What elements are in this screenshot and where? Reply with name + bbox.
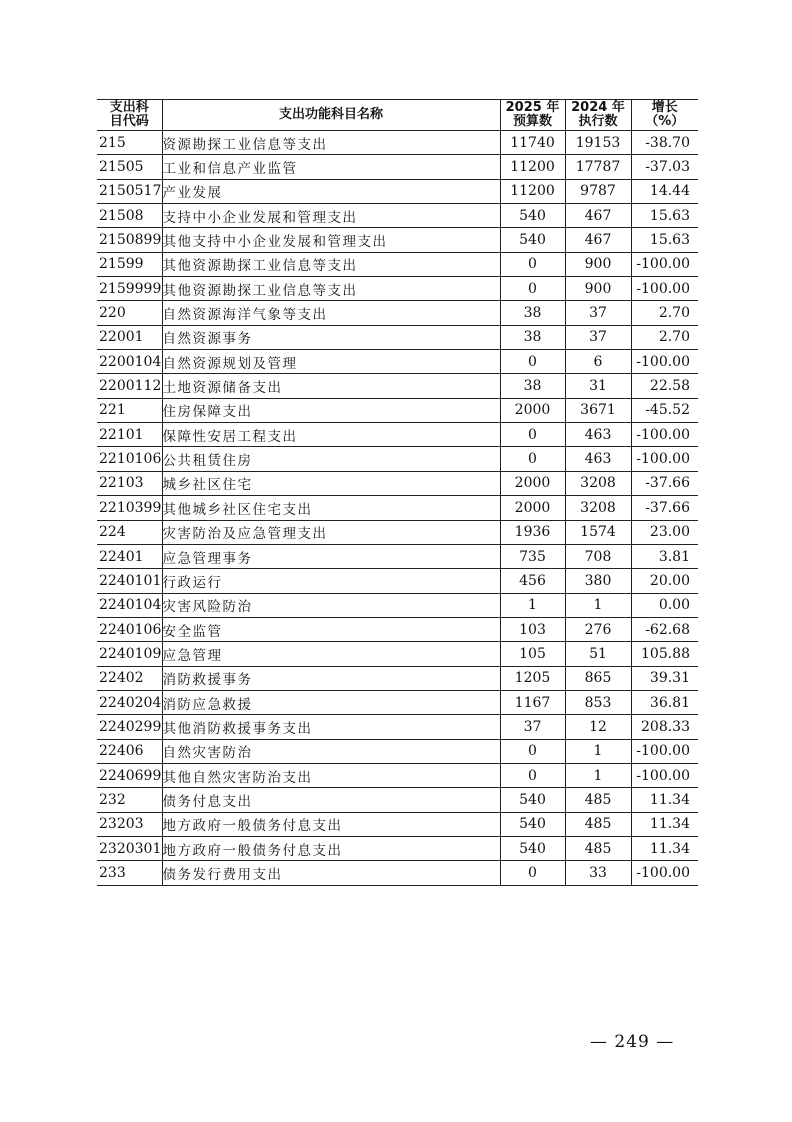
- cell-code: 2240109: [97, 642, 162, 666]
- cell-actual: 865: [565, 666, 631, 690]
- cell-budget: 1205: [500, 666, 565, 690]
- cell-actual: 1: [565, 763, 631, 787]
- cell-name: 工业和信息产业监管: [162, 155, 500, 179]
- cell-growth: 22.58: [631, 374, 698, 398]
- cell-budget: 1936: [500, 520, 565, 544]
- cell-name: 应急管理: [162, 642, 500, 666]
- cell-budget: 0: [500, 447, 565, 471]
- header-budget-line1: 2025 年: [505, 100, 560, 115]
- table-row: [97, 642, 698, 666]
- cell-name: 自然资源规划及管理: [162, 350, 500, 374]
- table-row: [97, 204, 698, 228]
- cell-code: 2240299: [97, 715, 162, 739]
- cell-budget: 0: [500, 423, 565, 447]
- cell-actual: 51: [565, 642, 631, 666]
- header-code-line1: 支出科: [109, 100, 149, 115]
- table-row: [97, 836, 698, 860]
- cell-code: 220: [97, 301, 162, 325]
- cell-growth: -100.00: [631, 252, 698, 276]
- cell-name: 自然资源海洋气象等支出: [162, 301, 500, 325]
- cell-budget: 540: [500, 812, 565, 836]
- cell-actual: 463: [565, 447, 631, 471]
- cell-budget: 11740: [500, 131, 565, 155]
- header-actual-line1: 2024 年: [571, 100, 625, 115]
- cell-code: 2240104: [97, 593, 162, 617]
- cell-actual: 12: [565, 715, 631, 739]
- cell-code: 22103: [97, 471, 162, 495]
- cell-actual: 485: [565, 812, 631, 836]
- cell-code: 215: [97, 131, 162, 155]
- cell-growth: 15.63: [631, 204, 698, 228]
- cell-name: 消防救援事务: [162, 666, 500, 690]
- cell-growth: -100.00: [631, 861, 698, 885]
- cell-actual: 467: [565, 228, 631, 252]
- cell-growth: 15.63: [631, 228, 698, 252]
- cell-code: 22402: [97, 666, 162, 690]
- cell-actual: 463: [565, 423, 631, 447]
- cell-actual: 37: [565, 301, 631, 325]
- cell-growth: 208.33: [631, 715, 698, 739]
- table-row: [97, 520, 698, 544]
- cell-name: 其他消防救援事务支出: [162, 715, 500, 739]
- table-row: [97, 763, 698, 787]
- cell-actual: 485: [565, 788, 631, 812]
- cell-budget: 2000: [500, 471, 565, 495]
- cell-name: 地方政府一般债务付息支出: [162, 812, 500, 836]
- cell-name: 自然资源事务: [162, 325, 500, 349]
- cell-code: 2159999: [97, 277, 162, 301]
- cell-actual: 1: [565, 739, 631, 763]
- cell-budget: 11200: [500, 179, 565, 203]
- cell-growth: 11.34: [631, 836, 698, 860]
- cell-code: 233: [97, 861, 162, 885]
- cell-name: 公共租赁住房: [162, 447, 500, 471]
- cell-name: 其他支持中小企业发展和管理支出: [162, 228, 500, 252]
- cell-growth: -37.03: [631, 155, 698, 179]
- table-row: [97, 155, 698, 179]
- cell-code: 22101: [97, 423, 162, 447]
- cell-budget: 0: [500, 763, 565, 787]
- cell-actual: 276: [565, 617, 631, 641]
- table-row: [97, 301, 698, 325]
- cell-code: 21599: [97, 252, 162, 276]
- cell-name: 灾害防治及应急管理支出: [162, 520, 500, 544]
- cell-code: 2240204: [97, 690, 162, 714]
- cell-code: 22001: [97, 325, 162, 349]
- cell-name: 灾害风险防治: [162, 593, 500, 617]
- cell-actual: 33: [565, 861, 631, 885]
- table-row: [97, 398, 698, 422]
- cell-code: 2320301: [97, 836, 162, 860]
- cell-name: 消防应急救援: [162, 690, 500, 714]
- header-actual-line2: 执行数: [578, 114, 618, 129]
- cell-growth: -37.66: [631, 471, 698, 495]
- cell-actual: 19153: [565, 131, 631, 155]
- cell-budget: 38: [500, 301, 565, 325]
- table-row: [97, 812, 698, 836]
- header-growth-line2: （%）: [645, 114, 685, 129]
- cell-code: 2240106: [97, 617, 162, 641]
- cell-code: 224: [97, 520, 162, 544]
- cell-name: 其他资源勘探工业信息等支出: [162, 277, 500, 301]
- cell-budget: 2000: [500, 398, 565, 422]
- header-code-line2: 目代码: [109, 114, 149, 129]
- cell-growth: 20.00: [631, 569, 698, 593]
- cell-budget: 540: [500, 228, 565, 252]
- cell-actual: 380: [565, 569, 631, 593]
- cell-name: 行政运行: [162, 569, 500, 593]
- cell-growth: -37.66: [631, 496, 698, 520]
- cell-code: 2210399: [97, 496, 162, 520]
- table-row: [97, 739, 698, 763]
- cell-budget: 0: [500, 277, 565, 301]
- table-row: [97, 325, 698, 349]
- cell-budget: 0: [500, 861, 565, 885]
- cell-growth: 11.34: [631, 812, 698, 836]
- cell-name: 债务发行费用支出: [162, 861, 500, 885]
- header-name: 支出功能科目名称: [162, 100, 500, 131]
- table-row: [97, 350, 698, 374]
- cell-name: 资源勘探工业信息等支出: [162, 131, 500, 155]
- cell-actual: 708: [565, 544, 631, 568]
- page-number: — 249 —: [590, 1032, 675, 1052]
- header-budget: [500, 100, 565, 131]
- cell-name: 土地资源储备支出: [162, 374, 500, 398]
- cell-budget: 1167: [500, 690, 565, 714]
- cell-growth: -62.68: [631, 617, 698, 641]
- cell-name: 地方政府一般债务付息支出: [162, 836, 500, 860]
- cell-name: 产业发展: [162, 179, 500, 203]
- table-header-row: [97, 100, 698, 131]
- table-row: [97, 447, 698, 471]
- table-row: [97, 179, 698, 203]
- cell-actual: 900: [565, 252, 631, 276]
- table-row: [97, 228, 698, 252]
- header-budget-line2: 预算数: [512, 114, 552, 129]
- table-row: [97, 788, 698, 812]
- cell-actual: 1: [565, 593, 631, 617]
- cell-budget: 735: [500, 544, 565, 568]
- cell-code: 221: [97, 398, 162, 422]
- cell-budget: 540: [500, 204, 565, 228]
- table-row: [97, 496, 698, 520]
- table-row: [97, 861, 698, 885]
- cell-actual: 900: [565, 277, 631, 301]
- cell-actual: 3208: [565, 496, 631, 520]
- cell-actual: 3671: [565, 398, 631, 422]
- cell-growth: -100.00: [631, 350, 698, 374]
- cell-growth: 11.34: [631, 788, 698, 812]
- cell-actual: 31: [565, 374, 631, 398]
- cell-budget: 1: [500, 593, 565, 617]
- cell-growth: 23.00: [631, 520, 698, 544]
- cell-growth: -100.00: [631, 277, 698, 301]
- cell-name: 安全监管: [162, 617, 500, 641]
- cell-name: 保障性安居工程支出: [162, 423, 500, 447]
- table-body: [97, 131, 698, 886]
- cell-code: 2200112: [97, 374, 162, 398]
- cell-actual: 467: [565, 204, 631, 228]
- cell-budget: 2000: [500, 496, 565, 520]
- cell-growth: 3.81: [631, 544, 698, 568]
- budget-table: [97, 99, 698, 886]
- cell-budget: 0: [500, 350, 565, 374]
- cell-code: 22401: [97, 544, 162, 568]
- cell-actual: 853: [565, 690, 631, 714]
- cell-budget: 540: [500, 788, 565, 812]
- table-row: [97, 374, 698, 398]
- cell-growth: 2.70: [631, 325, 698, 349]
- cell-name: 其他自然灾害防治支出: [162, 763, 500, 787]
- cell-code: 23203: [97, 812, 162, 836]
- cell-actual: 37: [565, 325, 631, 349]
- cell-code: 232: [97, 788, 162, 812]
- header-code: [97, 100, 162, 131]
- cell-code: 21505: [97, 155, 162, 179]
- cell-budget: 103: [500, 617, 565, 641]
- table-row: [97, 617, 698, 641]
- cell-growth: 14.44: [631, 179, 698, 203]
- cell-budget: 11200: [500, 155, 565, 179]
- cell-growth: 2.70: [631, 301, 698, 325]
- cell-actual: 485: [565, 836, 631, 860]
- table-row: [97, 131, 698, 155]
- cell-growth: 0.00: [631, 593, 698, 617]
- cell-name: 债务付息支出: [162, 788, 500, 812]
- cell-budget: 38: [500, 325, 565, 349]
- cell-name: 其他资源勘探工业信息等支出: [162, 252, 500, 276]
- cell-growth: 105.88: [631, 642, 698, 666]
- table-row: [97, 277, 698, 301]
- cell-code: 2200104: [97, 350, 162, 374]
- header-growth-line1: 增长: [651, 100, 678, 115]
- cell-growth: -45.52: [631, 398, 698, 422]
- header-actual: [565, 100, 631, 131]
- cell-actual: 1574: [565, 520, 631, 544]
- cell-budget: 540: [500, 836, 565, 860]
- cell-budget: 105: [500, 642, 565, 666]
- cell-name: 城乡社区住宅: [162, 471, 500, 495]
- cell-budget: 456: [500, 569, 565, 593]
- cell-name: 支持中小企业发展和管理支出: [162, 204, 500, 228]
- cell-actual: 9787: [565, 179, 631, 203]
- cell-budget: 0: [500, 739, 565, 763]
- cell-code: 2240699: [97, 763, 162, 787]
- cell-growth: -100.00: [631, 739, 698, 763]
- cell-code: 2150517: [97, 179, 162, 203]
- cell-name: 应急管理事务: [162, 544, 500, 568]
- cell-code: 21508: [97, 204, 162, 228]
- cell-budget: 37: [500, 715, 565, 739]
- cell-name: 住房保障支出: [162, 398, 500, 422]
- cell-actual: 17787: [565, 155, 631, 179]
- cell-code: 2240101: [97, 569, 162, 593]
- cell-actual: 6: [565, 350, 631, 374]
- table-row: [97, 544, 698, 568]
- table-row: [97, 423, 698, 447]
- cell-growth: 39.31: [631, 666, 698, 690]
- cell-name: 自然灾害防治: [162, 739, 500, 763]
- table-row: [97, 252, 698, 276]
- cell-code: 22406: [97, 739, 162, 763]
- cell-growth: -100.00: [631, 423, 698, 447]
- cell-growth: 36.81: [631, 690, 698, 714]
- cell-growth: -38.70: [631, 131, 698, 155]
- table-row: [97, 471, 698, 495]
- table-row: [97, 715, 698, 739]
- cell-code: 2150899: [97, 228, 162, 252]
- table-row: [97, 593, 698, 617]
- cell-budget: 38: [500, 374, 565, 398]
- cell-code: 2210106: [97, 447, 162, 471]
- table-row: [97, 666, 698, 690]
- cell-name: 其他城乡社区住宅支出: [162, 496, 500, 520]
- cell-growth: -100.00: [631, 763, 698, 787]
- cell-budget: 0: [500, 252, 565, 276]
- cell-actual: 3208: [565, 471, 631, 495]
- cell-growth: -100.00: [631, 447, 698, 471]
- table-row: [97, 569, 698, 593]
- table-row: [97, 690, 698, 714]
- header-growth: [631, 100, 698, 131]
